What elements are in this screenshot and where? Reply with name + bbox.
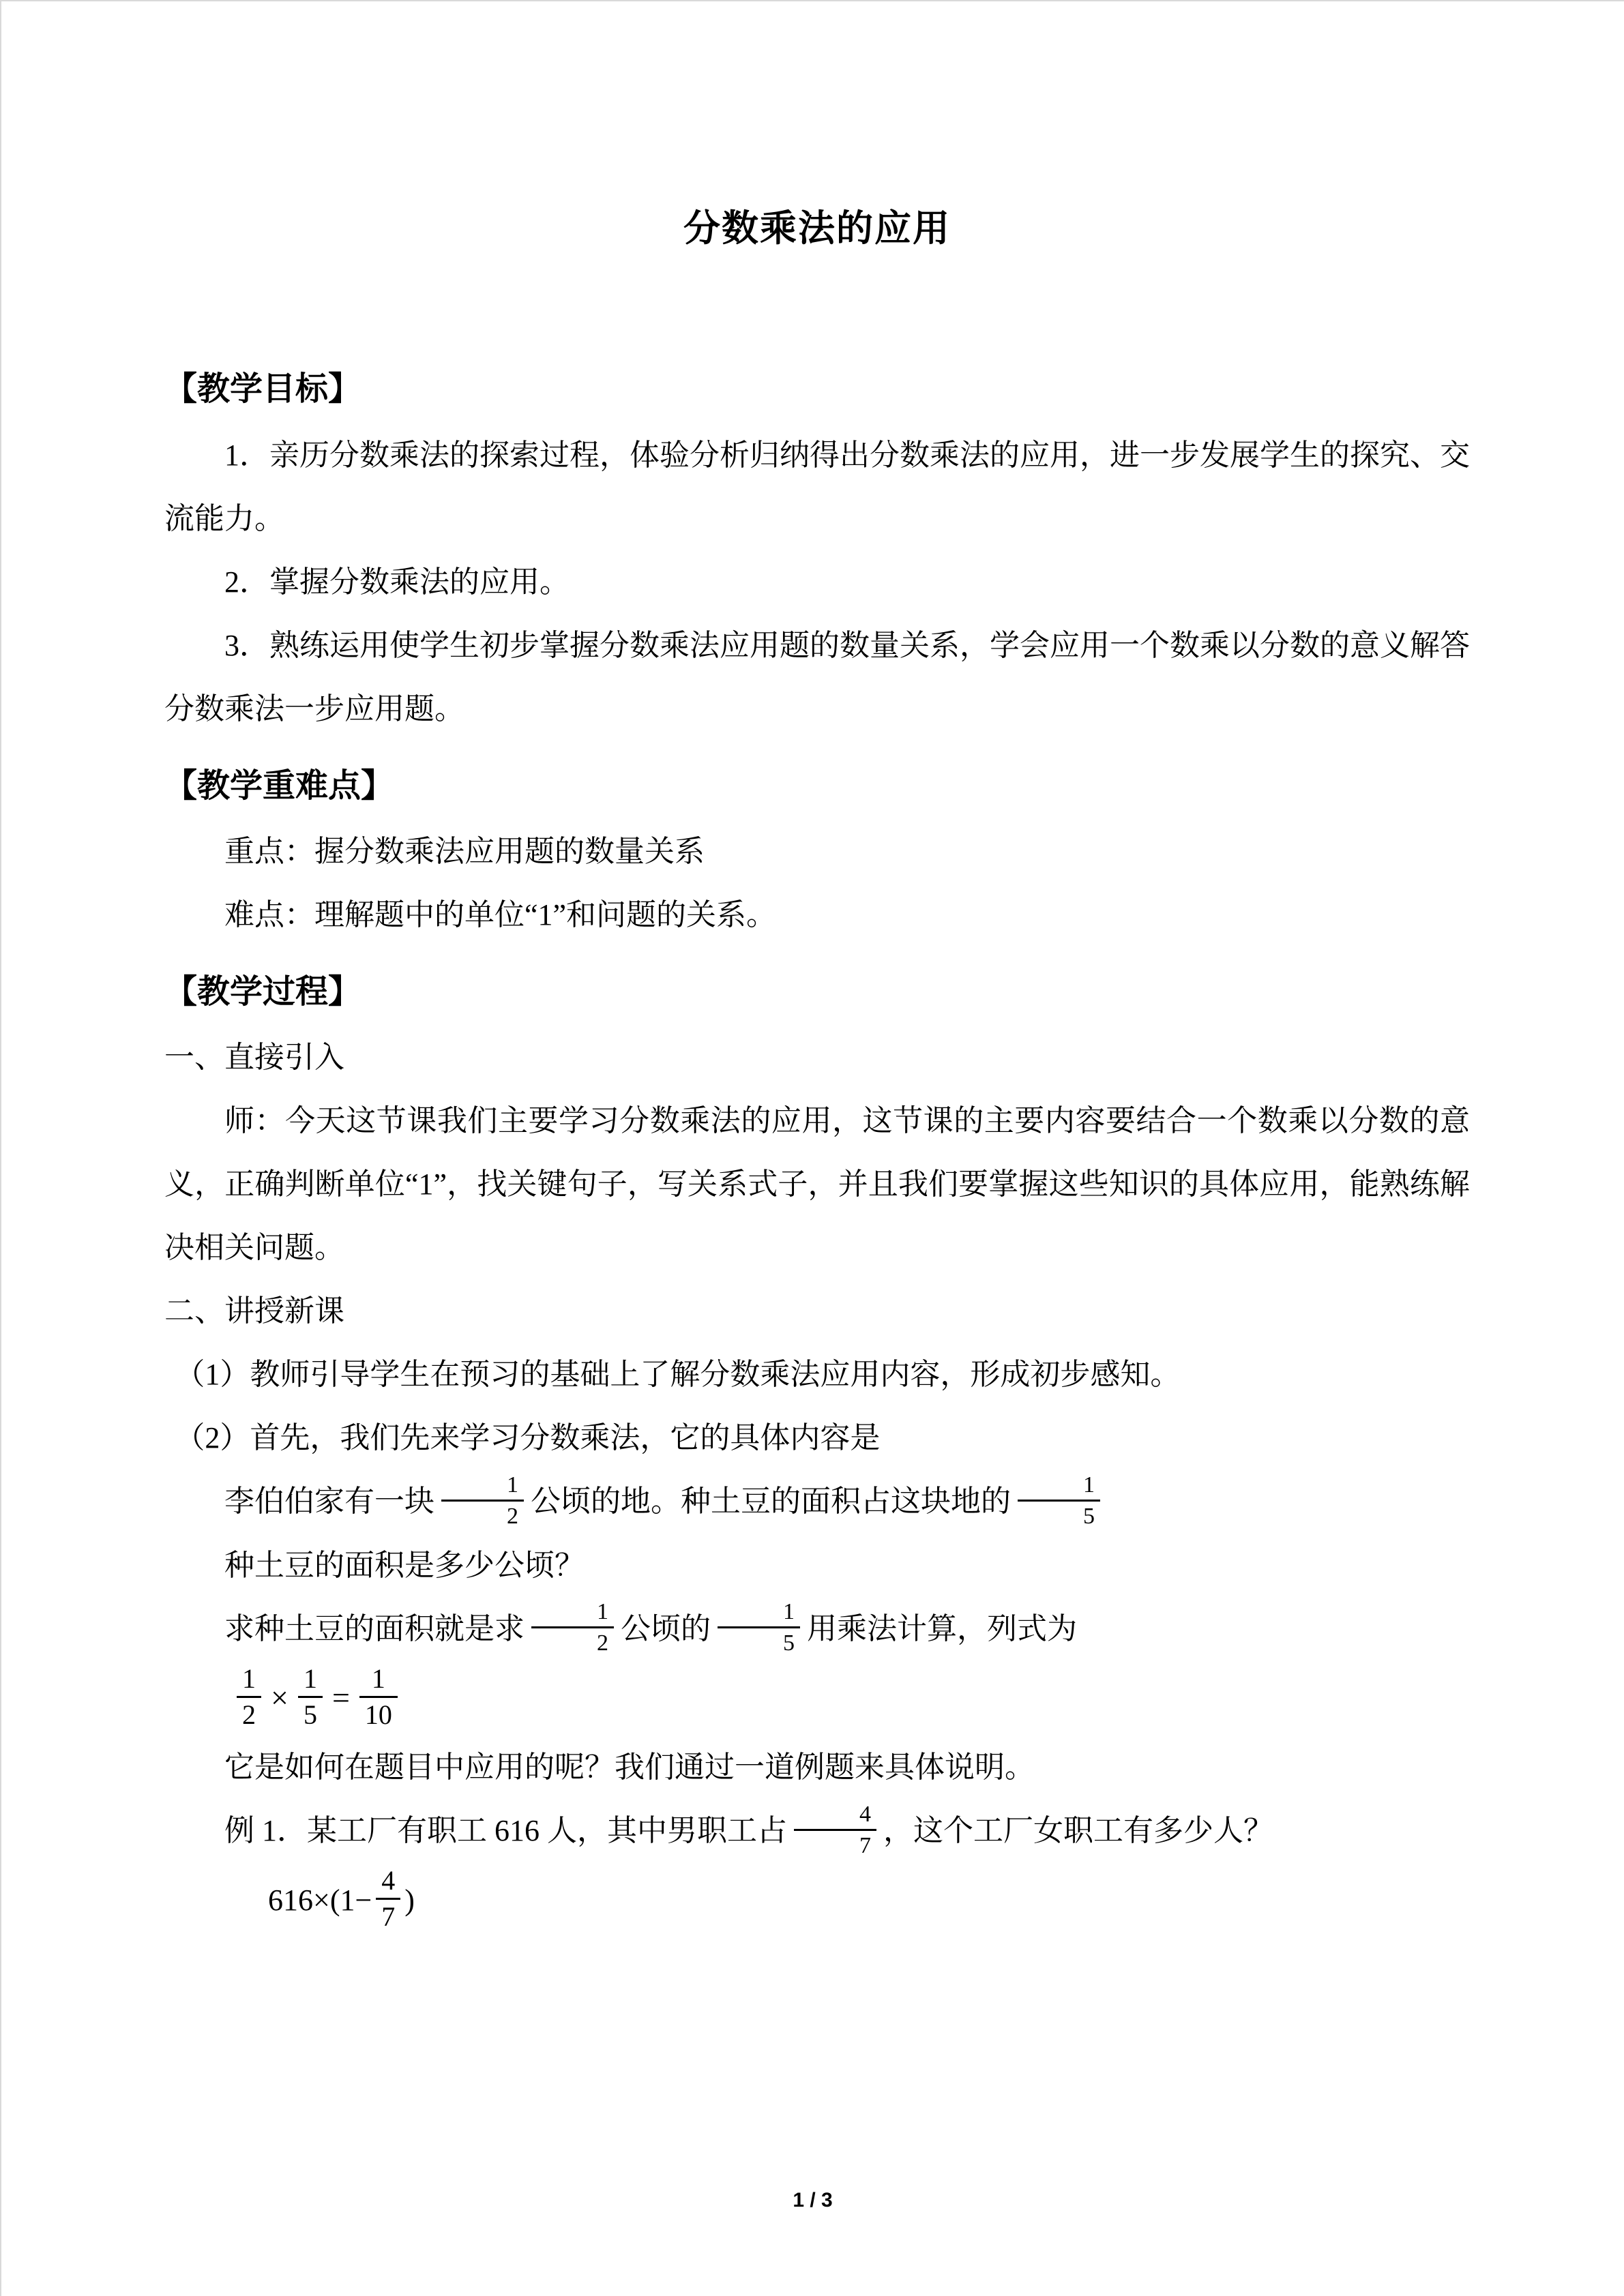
fraction-denominator: 10 (359, 1696, 398, 1731)
heading-teaching-goals: 【教学目标】 (164, 371, 361, 408)
fraction-one-tenth (359, 1663, 398, 1731)
fraction-numerator: 4 (859, 1801, 871, 1827)
goal-item-3: 3．熟练运用使学生初步掌握分数乘法应用题的数量关系，学会应用一个数乘以分数的意义解答分数乘法一步应用题。 (164, 628, 1470, 726)
heading-key-points: 【教学重难点】 (164, 767, 394, 804)
fraction-denominator: 2 (237, 1696, 261, 1731)
document-title: 分数乘法的应用 (683, 208, 951, 249)
direct-intro-paragraph: 师：今天这节课我们主要学习分数乘法的应用，这节课的主要内容要结合一个数乘以分数的意义，正确判断单位“1”，找关键句子，写关系式子，并且我们要掌握这些知识的具体应用，能熟练解决相关问题。 (164, 1104, 1470, 1265)
text-segment: 李伯伯家有一块 (224, 1485, 434, 1519)
fraction-one-fifth (1018, 1472, 1100, 1530)
fraction-numerator: 1 (507, 1472, 518, 1497)
new-lesson-item-1: （1）教师引导学生在预习的基础上了解分数乘法应用内容，形成初步感知。 (175, 1358, 1181, 1392)
fraction-numerator: 1 (783, 1599, 795, 1625)
fraction-denominator: 5 (298, 1696, 323, 1731)
text-segment: 公顷的 (621, 1611, 711, 1645)
fraction-one-half (237, 1663, 261, 1731)
heading-teaching-process: 【教学过程】 (164, 973, 361, 1010)
fraction-denominator: 5 (718, 1626, 800, 1656)
text-segment: 公顷的地。种土豆的面积占这块地的 (531, 1485, 1011, 1519)
text-segment: 例 1．某工厂有职工 616 人，其中男职工占 (224, 1814, 787, 1848)
transition-paragraph: 它是如何在题目中应用的呢？我们通过一道例题来具体说明。 (224, 1750, 1035, 1785)
fraction-numerator: 1 (597, 1599, 608, 1625)
example-1-formula (268, 1863, 1470, 1938)
multiplication-formula (233, 1660, 1470, 1735)
page-number: 1 / 3 (793, 2189, 833, 2211)
fraction-denominator: 2 (531, 1626, 614, 1656)
example-1-statement (164, 1799, 1470, 1863)
fraction-numerator: 1 (303, 1663, 317, 1695)
goal-item-1: 1．亲历分数乘法的探索过程，体验分析归纳得出分数乘法的应用，进一步发展学生的探究、交流能力。 (164, 438, 1470, 535)
fraction-one-fifth (298, 1663, 323, 1731)
problem-statement (164, 1470, 1470, 1534)
fraction-denominator: 7 (794, 1829, 876, 1859)
section-new-lesson-title: 二、讲授新课 (164, 1294, 344, 1328)
key-point-difficulty: 难点：理解题中的单位“1”和问题的关系。 (224, 897, 777, 931)
new-lesson-item-2: （2）首先，我们先来学习分数乘法，它的具体内容是 (175, 1421, 881, 1455)
fraction-four-sevenths (794, 1801, 876, 1859)
fraction-one-fifth (718, 1598, 800, 1656)
problem-question: 种土豆的面积是多少公顷？ (224, 1548, 585, 1582)
fraction-denominator: 7 (376, 1898, 400, 1933)
fraction-one-half (441, 1472, 524, 1530)
fraction-denominator: 5 (1018, 1500, 1100, 1530)
formula-suffix: ) (404, 1883, 415, 1917)
key-point-focus: 重点：握分数乘法应用题的数量关系 (224, 834, 705, 868)
solution-intro (164, 1597, 1470, 1661)
fraction-numerator: 1 (1083, 1472, 1095, 1497)
formula-prefix: 616×(1− (268, 1883, 372, 1917)
text-segment: ，这个工厂女职工有多少人？ (883, 1814, 1273, 1848)
fraction-numerator: 1 (242, 1663, 256, 1695)
goal-item-2: 2．掌握分数乘法的应用。 (224, 565, 570, 599)
fraction-denominator: 2 (441, 1500, 524, 1530)
text-segment: 用乘法计算，列式为 (807, 1611, 1077, 1645)
fraction-numerator: 1 (371, 1663, 385, 1695)
fraction-numerator: 4 (381, 1865, 396, 1896)
multiply-sign: × (271, 1680, 289, 1716)
section-direct-intro-title: 一、直接引入 (164, 1041, 344, 1075)
fraction-one-half (531, 1598, 614, 1656)
text-segment: 求种土豆的面积就是求 (224, 1611, 525, 1645)
equals-sign: = (331, 1680, 350, 1716)
fraction-four-sevenths (376, 1865, 400, 1933)
